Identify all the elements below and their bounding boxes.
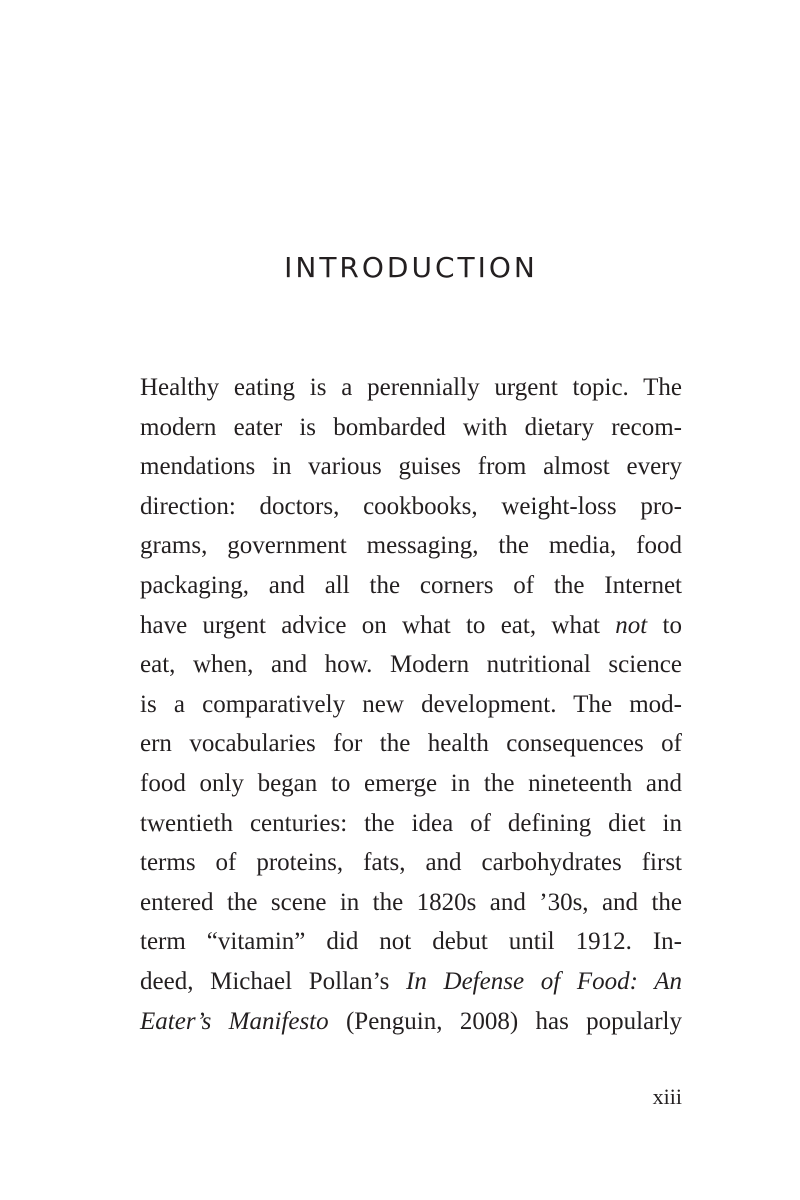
- text-segment: to: [647, 611, 682, 639]
- text-line: [140, 606, 682, 646]
- text-line: Healthy eating is a perennially urgent topic. The: [140, 374, 682, 401]
- text-line: terms of proteins, fats, and carbohydrates first: [140, 849, 682, 877]
- text-line: is a comparatively new development. The mod-: [140, 690, 682, 718]
- text-line: food only began to emerge in the nineteenth and: [140, 769, 682, 797]
- text-line: modern eater is bombarded with dietary recom-: [140, 413, 682, 441]
- chapter-title: INTRODUCTION: [284, 251, 538, 284]
- text-line: grams, government messaging, the media, food: [140, 532, 682, 560]
- book-title-text: Eater’s Manifesto: [140, 1007, 329, 1035]
- text-line: eat, when, and how. Modern nutritional science: [140, 651, 682, 679]
- emphasis-text: not: [615, 611, 648, 639]
- text-line: ern vocabularies for the health consequences of: [140, 730, 682, 758]
- text-line: term “vitamin” did not debut until 1912. In-: [140, 928, 682, 956]
- text-segment: deed, Michael Pollan’s: [140, 967, 407, 995]
- text-line: direction: doctors, cookbooks, weight-loss pro-: [140, 492, 682, 520]
- book-title-text: In Defense of Food: An: [406, 967, 682, 995]
- text-line: mendations in various guises from almost every: [140, 453, 682, 481]
- text-line: entered the scene in the 1820s and ’30s, and the: [140, 888, 682, 916]
- text-line: twentieth centuries: the idea of defining diet in: [140, 809, 682, 837]
- text-line: [140, 1002, 682, 1042]
- text-line: packaging, and all the corners of the Internet: [140, 571, 682, 599]
- text-line: [140, 962, 682, 1002]
- body-paragraph: [140, 368, 682, 1041]
- text-segment: have urgent advice on what to eat, what: [140, 611, 616, 639]
- page-number: xiii: [652, 1084, 682, 1109]
- text-segment: (Penguin, 2008) has popularly: [328, 1007, 682, 1035]
